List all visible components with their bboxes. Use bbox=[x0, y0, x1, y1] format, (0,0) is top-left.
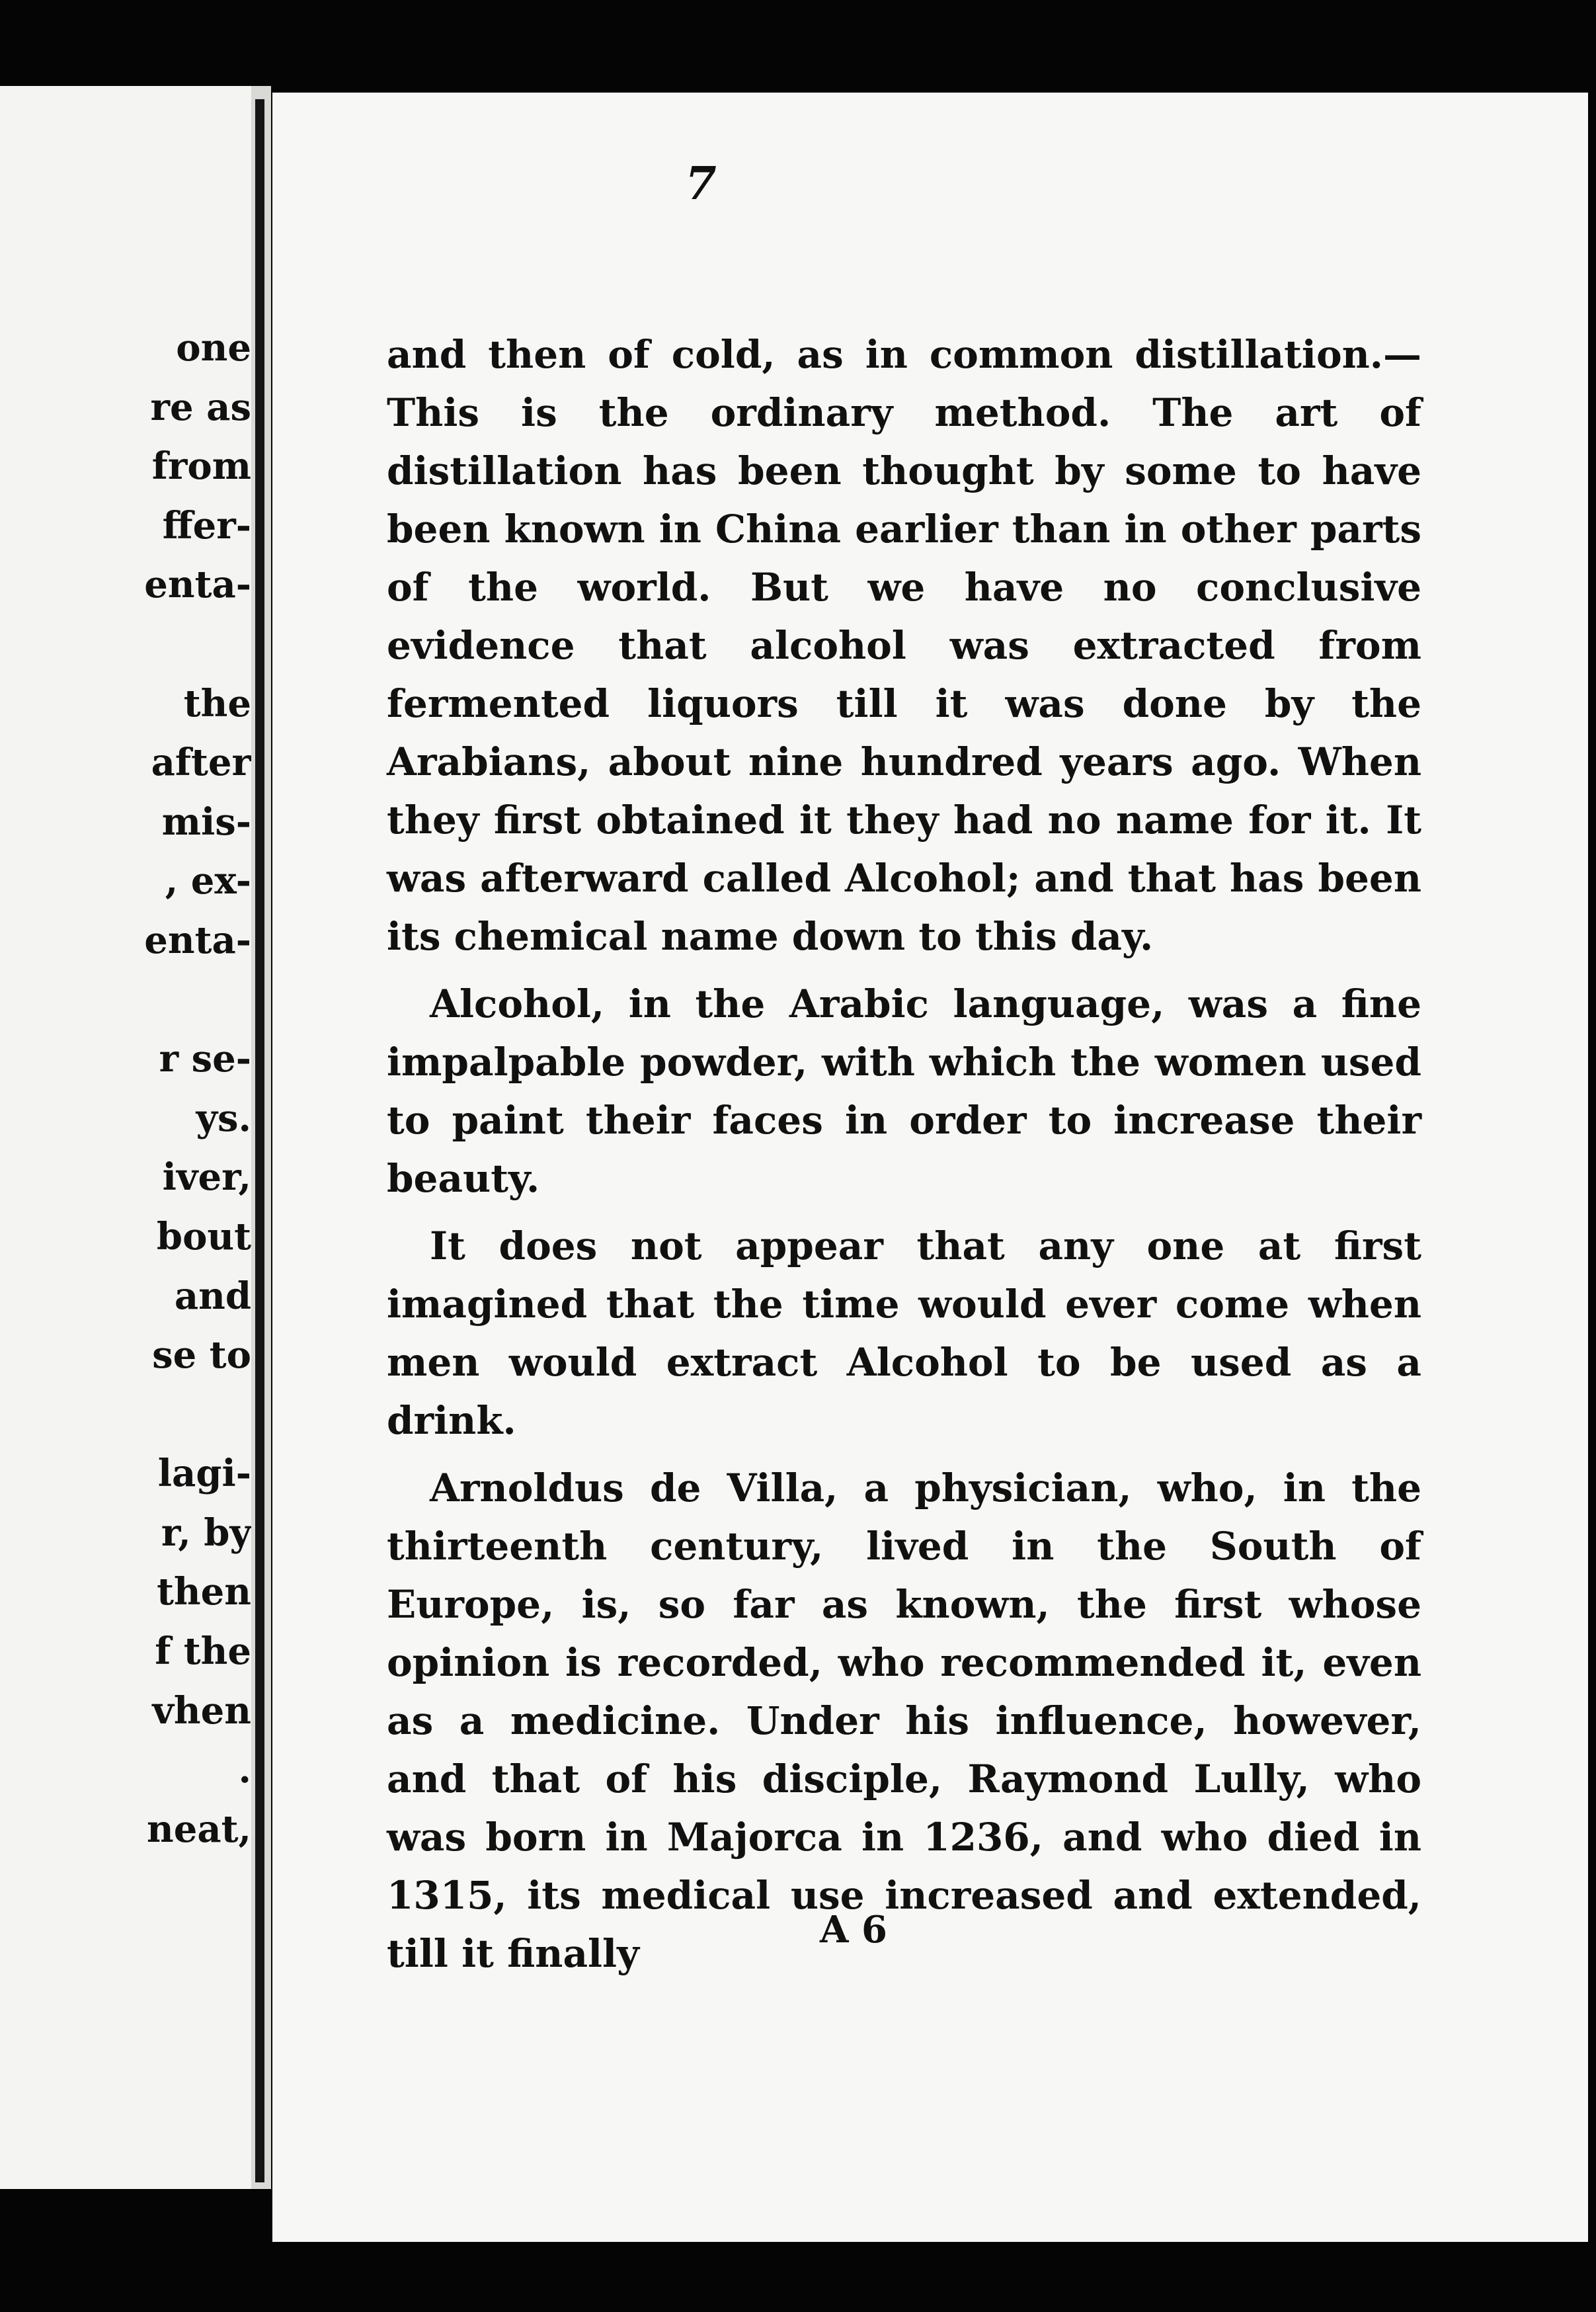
left-page-fragment: enta- bbox=[144, 563, 251, 607]
paragraph-arnoldus: Arnoldus de Villa, a physician, who, in the thirteenth century, lived in the South of Europe, is, so far as known, the first whose opinion is recorded, who recommended it, even as a medicine. Under his influence, however, and that of his disciple, Raymond Lully, who was born in Majorca in 1236, and who died in 1315, its medical use increased and extended, till it finally bbox=[387, 1466, 1421, 1976]
left-page-fragment bbox=[119, 971, 251, 1030]
left-page-fragment bbox=[119, 615, 251, 675]
left-page-fragment: vhen bbox=[152, 1688, 251, 1733]
paragraph-distillation: and then of cold, as in common distillation.— This is the ordinary method. The art of distillation has been thought by some to have been known in China earlier than in other parts of the world. But we have no conclusive evidence that alcohol was extracted from fermented liquors till it was done by the Arabians, about nine hundred years ago. When they first obtained it they had no name for it. It was afterward called Alcohol; and that has been its chemical name down to this day. bbox=[387, 332, 1421, 959]
left-page-fragment: bout bbox=[156, 1214, 251, 1259]
left-page-fragment: and bbox=[174, 1274, 251, 1318]
paragraph-arabic-meaning: Alcohol, in the Arabic language, was a fine impalpable powder, with which the women used to paint their faces in order to increase their beauty. bbox=[387, 981, 1421, 1201]
left-page-fragment: re as bbox=[150, 385, 251, 429]
paragraph-drink: It does not appear that any one at first imagined that the time would ever come when men would extract Alcohol to be used as a drink. bbox=[387, 1223, 1421, 1443]
left-page-fragment: then bbox=[157, 1570, 251, 1614]
left-page-fragment: ys. bbox=[196, 1096, 251, 1140]
left-page-fragment: one bbox=[176, 326, 251, 370]
left-page-fragment: . bbox=[238, 1748, 251, 1792]
left-page-fragment: mis- bbox=[161, 800, 251, 844]
signature-mark: A 6 bbox=[820, 1908, 887, 1952]
left-page-fragment: se to bbox=[152, 1333, 251, 1378]
left-page-fragment: r, by bbox=[161, 1510, 251, 1555]
left-page-fragment bbox=[119, 1385, 251, 1445]
left-page-fragment: , ex- bbox=[165, 859, 251, 903]
left-page-fragment: iver, bbox=[162, 1155, 251, 1200]
left-page-fragment: enta- bbox=[144, 918, 251, 962]
left-page-fragment: from bbox=[151, 444, 251, 489]
left-page-fragment: the bbox=[183, 681, 251, 725]
left-page-fragment: f the bbox=[155, 1630, 251, 1674]
page-number: 7 bbox=[685, 157, 717, 210]
left-page-fragment: after bbox=[151, 741, 251, 785]
left-page-fragment: lagi- bbox=[157, 1452, 251, 1496]
page-body-text bbox=[387, 325, 1421, 1983]
left-page-fragment: neat, bbox=[147, 1807, 251, 1851]
left-page-fragment: ffer- bbox=[162, 503, 251, 548]
left-page-text-fragments bbox=[119, 319, 251, 1859]
book-spine-shadow bbox=[255, 99, 264, 2182]
left-facing-page bbox=[0, 86, 254, 2189]
left-page-fragment: r se- bbox=[159, 1037, 251, 1081]
